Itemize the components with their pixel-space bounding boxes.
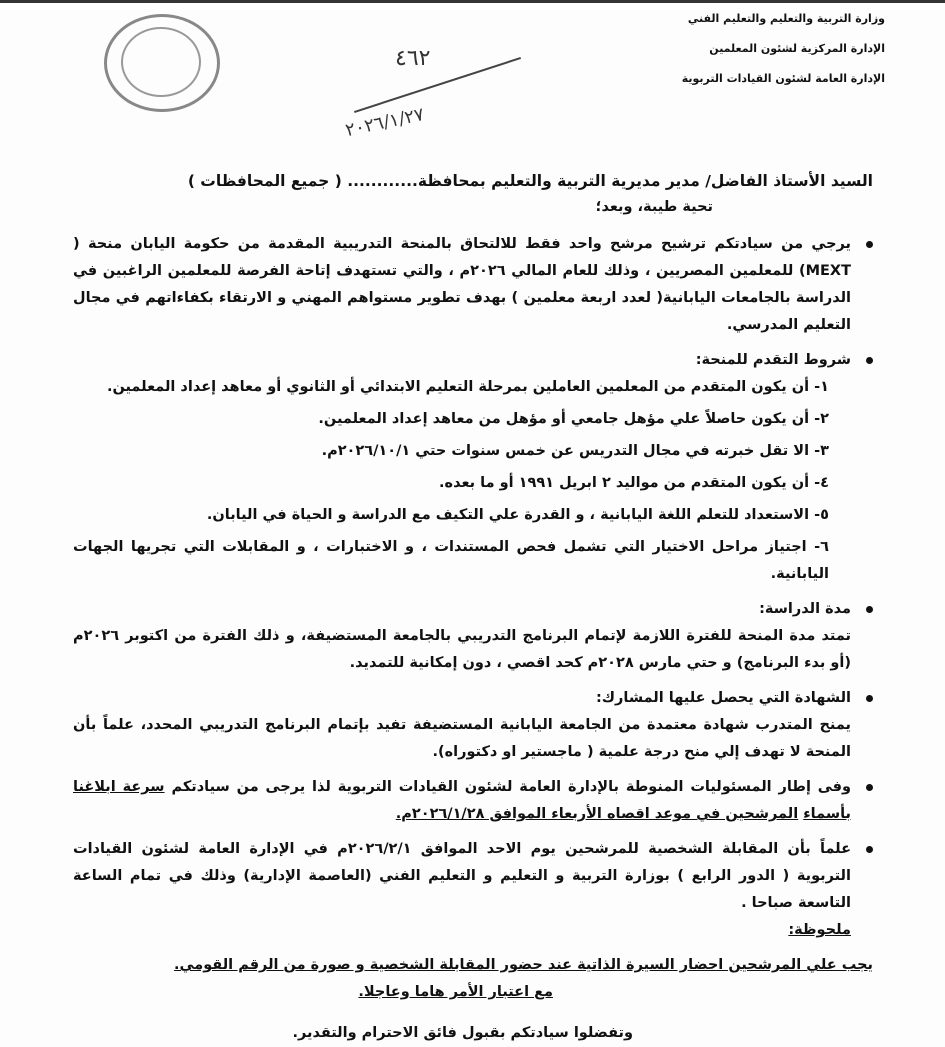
handwritten-date: ٢٠٢٦/١/٢٧ <box>343 103 427 142</box>
urgent-note: مع اعتبار الأمر هاما وعاجلا. <box>358 984 553 1000</box>
scan-edge <box>0 0 945 3</box>
intro-section <box>73 231 873 339</box>
certificate-line: لا تهدف إلي منح درجة علمية ( ماجستير او دكتوراه). <box>432 744 801 760</box>
condition-text: الاستعداد للتعلم اللغة اليابانية ، و القدرة علي التكيف مع الدراسة و الحياة في اليابان. <box>206 507 810 523</box>
condition-number: ٤- <box>814 475 829 491</box>
addressee: السيد الأستاذ الفاضل/ مدير مديرية التربية والتعليم بمحافظة............ ( جميع المحافظات ) <box>187 172 873 190</box>
handwritten-line <box>354 57 521 113</box>
note-text: يجب علي المرشحين احضار السيرة الذاتية عند حضور المقابلة الشخصية و صورة من الرقم القومي. <box>174 957 873 973</box>
conditions-title: شروط التقدم للمنحة: <box>695 352 851 368</box>
intro-line: الدراسة بالجامعات اليابانية( لعدد اربعة معلمين ) بهدف تطوير مستواهم المهني و الارتقاء بكفاءاتهم في مجال <box>73 290 851 306</box>
condition-text: أن يكون المتقدم من المعلمين العاملين بمرحلة التعليم الابتدائي أو الثانوي أو معاهد إعداد المعلمين. <box>106 379 810 395</box>
note-label: ملحوظة: <box>788 922 851 938</box>
header-central-admin: الإدارة المركزية لشئون المعلمين <box>709 42 885 55</box>
condition-number: ٣- <box>814 443 829 459</box>
condition-number: ٦- <box>814 539 829 555</box>
condition-text: أن يكون حاصلاً علي مؤهل جامعي أو مؤهل من معاهد إعداد المعلمين. <box>318 411 810 427</box>
certificate-section <box>73 685 873 766</box>
interview-line: علماً بأن المقابلة الشخصية للمرشحين يوم الاحد الموافق ٢٠٢٦/٢/١م في الإدارة العامة لشئون القيادات التربوية ( <box>73 841 851 884</box>
condition-number: ٢- <box>814 411 829 427</box>
seal-inner-ring <box>121 27 201 97</box>
certificate-title: الشهادة التي يحصل عليها المشارك: <box>595 690 851 706</box>
condition-number: ١- <box>814 379 829 395</box>
interview-section <box>73 836 873 944</box>
responsibilities-deadline: المرشحين في موعد اقصاه الأربعاء الموافق ٢٠٢٦/١/٢٨م. <box>395 806 799 822</box>
letterhead <box>682 12 885 102</box>
responsibilities-text: وفى إطار المسئوليات المنوطة بالإدارة العامة لشئون القيادات التربوية لذا يرجى من سيادتكم <box>171 779 851 795</box>
condition-item <box>73 438 851 465</box>
bullet <box>866 784 873 791</box>
condition-text: اجتياز مراحل الاختيار التي تشمل فحص المستندات ، و الاختبارات ، و المقابلات التي تجريها الجهات اليابانية. <box>73 539 829 582</box>
condition-item <box>73 374 851 401</box>
header-ministry: وزارة التربية والتعليم والتعليم الفني <box>687 12 885 25</box>
intro-line: التعليم المدرسي. <box>726 317 851 333</box>
condition-item <box>73 406 851 433</box>
ministry-seal <box>104 14 220 112</box>
letter-body <box>73 168 873 1047</box>
bullet <box>866 695 873 702</box>
header-general-admin: الإدارة العامة لشئون القيادات التربوية <box>681 72 885 85</box>
certificate-line: يمنح المتدرب شهادة معتمدة من الجامعة اليابانية المستضيفة تفيد بإتمام البرنامج التدريبي المحدد، علماً بأن المنحة <box>73 717 851 760</box>
bullet <box>866 846 873 853</box>
handwritten-number: ٤٦٢ <box>395 46 431 71</box>
responsibilities-emphasis: سرعة ابلاغنا بأسماء <box>73 779 851 822</box>
greeting: تحية طيبة، وبعد؛ <box>595 199 713 215</box>
conditions-section <box>73 347 873 588</box>
condition-item <box>73 534 851 588</box>
intro-line: يرجي من سيادتكم ترشيح مرشح واحد فقط للالتحاق بالمنحة التدريبية المقدمة من حكومة اليابان منحة ( <box>73 236 851 252</box>
condition-number: ٥- <box>814 507 829 523</box>
intro-line: MEXT) للمعلمين المصريين ، وذلك للعام المالي ٢٠٢٦م ، والتي تستهدف إتاحة الفرصة للمعلمين الراغبين في <box>73 263 851 279</box>
condition-item <box>73 502 851 529</box>
condition-text: أن يكون المتقدم من مواليد ٢ ابريل ١٩٩١ أو ما بعده. <box>439 475 810 491</box>
bullet <box>866 241 873 248</box>
duration-section <box>73 596 873 677</box>
bullet <box>866 357 873 364</box>
conditions-list <box>73 374 851 588</box>
closing: وتفضلوا سيادتكم بقبول فائق الاحترام والتقدير. <box>292 1025 633 1041</box>
condition-item <box>73 470 851 497</box>
condition-text: الا تقل خبرته في مجال التدريس عن خمس سنوات حتي ٢٠٢٦/١٠/١م. <box>321 443 810 459</box>
bullet <box>866 606 873 613</box>
interview-line: الدور الرابع ) بوزارة التربية و التعليم و التعليم الفني (العاصمة الإدارية) وذلك في تمام الساعة التاسعة صباحا . <box>73 868 851 911</box>
responsibilities-section <box>73 774 873 828</box>
duration-line: بدء البرنامج) و حتي مارس ٢٠٢٨م كحد اقصي ، دون إمكانية للتمديد. <box>349 655 826 671</box>
duration-title: مدة الدراسة: <box>759 601 851 617</box>
duration-line: تمتد مدة المنحة للفترة اللازمة لإتمام البرنامج التدريبي بالجامعة المستضيفة، و ذلك الفترة من اكتوبر ٢٠٢٦م (أو <box>73 628 851 671</box>
